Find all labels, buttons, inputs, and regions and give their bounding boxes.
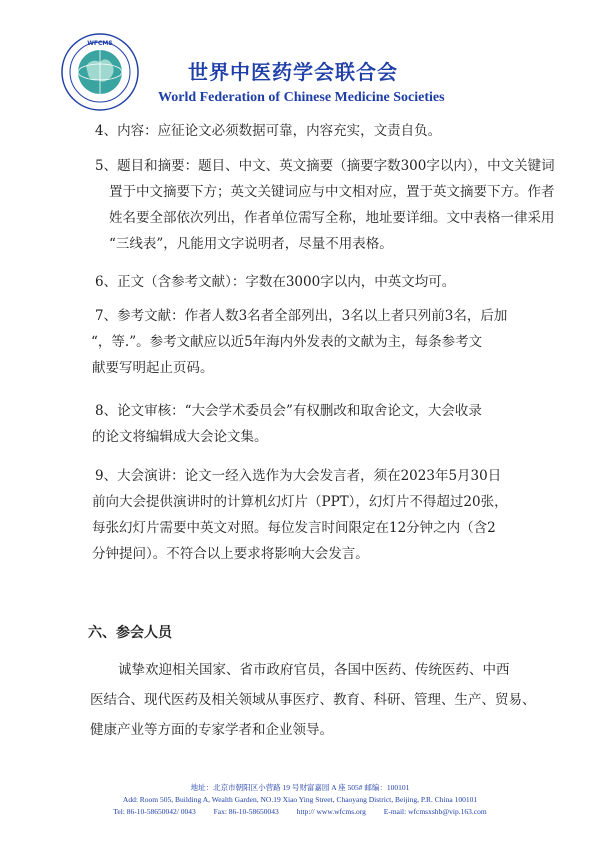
participants-line: 诚挚欢迎相关国家、省市政府官员，各国中医药、传统医药、中西 — [118, 662, 510, 678]
footer-address-en: Add: Room 505, Building A, Wealth Garden, NO.19 Xiao Ying Street, Chaoyang District, Beijing, P.R. China 100101 — [122, 795, 478, 804]
item-8-line: 8、论文审核：“大会学术委员会”有权删改和取舍论文，大会收录 — [95, 403, 482, 419]
item-8-review — [92, 398, 535, 450]
participants-line: 医结合、现代医药及相关领域从事医疗、教育、科研、管理、生产、贸易、 — [90, 692, 536, 708]
item-6-body: 6、正文（含参考文献）：字数在3000字以内，中英文均可。 — [95, 274, 456, 290]
item-5-line: “三线表”，凡能用文字说明者，尽量不用表格。 — [109, 236, 393, 252]
section-title-participants: 六、参会人员 — [88, 625, 172, 641]
footer-tel: Tel: 86-10-58650042/ 0043 — [113, 807, 196, 816]
organization-name-en: World Federation of Chinese Medicine Societies — [158, 90, 445, 105]
letterhead — [0, 0, 600, 115]
organization-name-cn: 世界中医药学会联合会 — [188, 60, 398, 84]
item-7-references — [91, 303, 535, 381]
item-9-line: 每张幻灯片需要中英文对照。每位发言时间限定在12分钟之内（含2 — [92, 520, 496, 536]
footer-address-cn: 地址：北京市朝阳区小营路 19 号财富嘉园 A 座 505# 邮编：100101 — [190, 783, 410, 792]
item-9-presentation — [92, 463, 535, 567]
svg-text:WFCMS: WFCMS — [87, 40, 113, 47]
item-5-line: 姓名要全部依次列出，作者单位需写全称，地址要详细。文中表格一律采用 — [109, 210, 555, 226]
wfcms-logo — [60, 32, 140, 112]
footer-email-link[interactable]: E-mail: wfcmsxshb@vip.163.com — [383, 807, 487, 816]
footer-contact — [0, 806, 600, 818]
section-participants-body — [90, 655, 550, 745]
item-4-content: 4、内容：应征论文必须数据可靠，内容充实，文责自负。 — [95, 123, 442, 139]
footer-website-link[interactable]: http:// www.wfcms.org — [296, 807, 366, 816]
item-9-line: 前向大会提供演讲时的计算机幻灯片（PPT），幻灯片不得超过20张， — [92, 494, 508, 510]
item-9-line: 9、大会演讲：论文一经入选作为大会发言者，须在2023年5月30日 — [95, 468, 502, 484]
item-7-line: “，等.”。参考文献应以近5年海内外发表的文献为主，每条参考文 — [91, 334, 483, 350]
item-8-line: 的论文将编辑成大会论文集。 — [92, 429, 268, 445]
item-7-line: 献要写明起止页码。 — [92, 360, 214, 376]
participants-line: 健康产业等方面的专家学者和企业领导。 — [90, 722, 333, 738]
item-7-line: 7、参考文献：作者人数3名者全部列出，3名以上者只列前3名，后加 — [95, 308, 508, 324]
item-5-abstract — [95, 153, 585, 257]
footer — [0, 782, 600, 818]
item-5-line: 5、题目和摘要：题目、中文、英文摘要（摘要字数300字以内），中文关键词 — [95, 158, 555, 174]
item-9-line: 分钟提问）。不符合以上要求将影响大会发言。 — [92, 546, 369, 562]
footer-fax: Fax: 86-10-58650043 — [213, 807, 279, 816]
item-5-line: 置于中文摘要下方；英文关键词应与中文相对应，置于英文摘要下方。作者 — [109, 184, 555, 200]
